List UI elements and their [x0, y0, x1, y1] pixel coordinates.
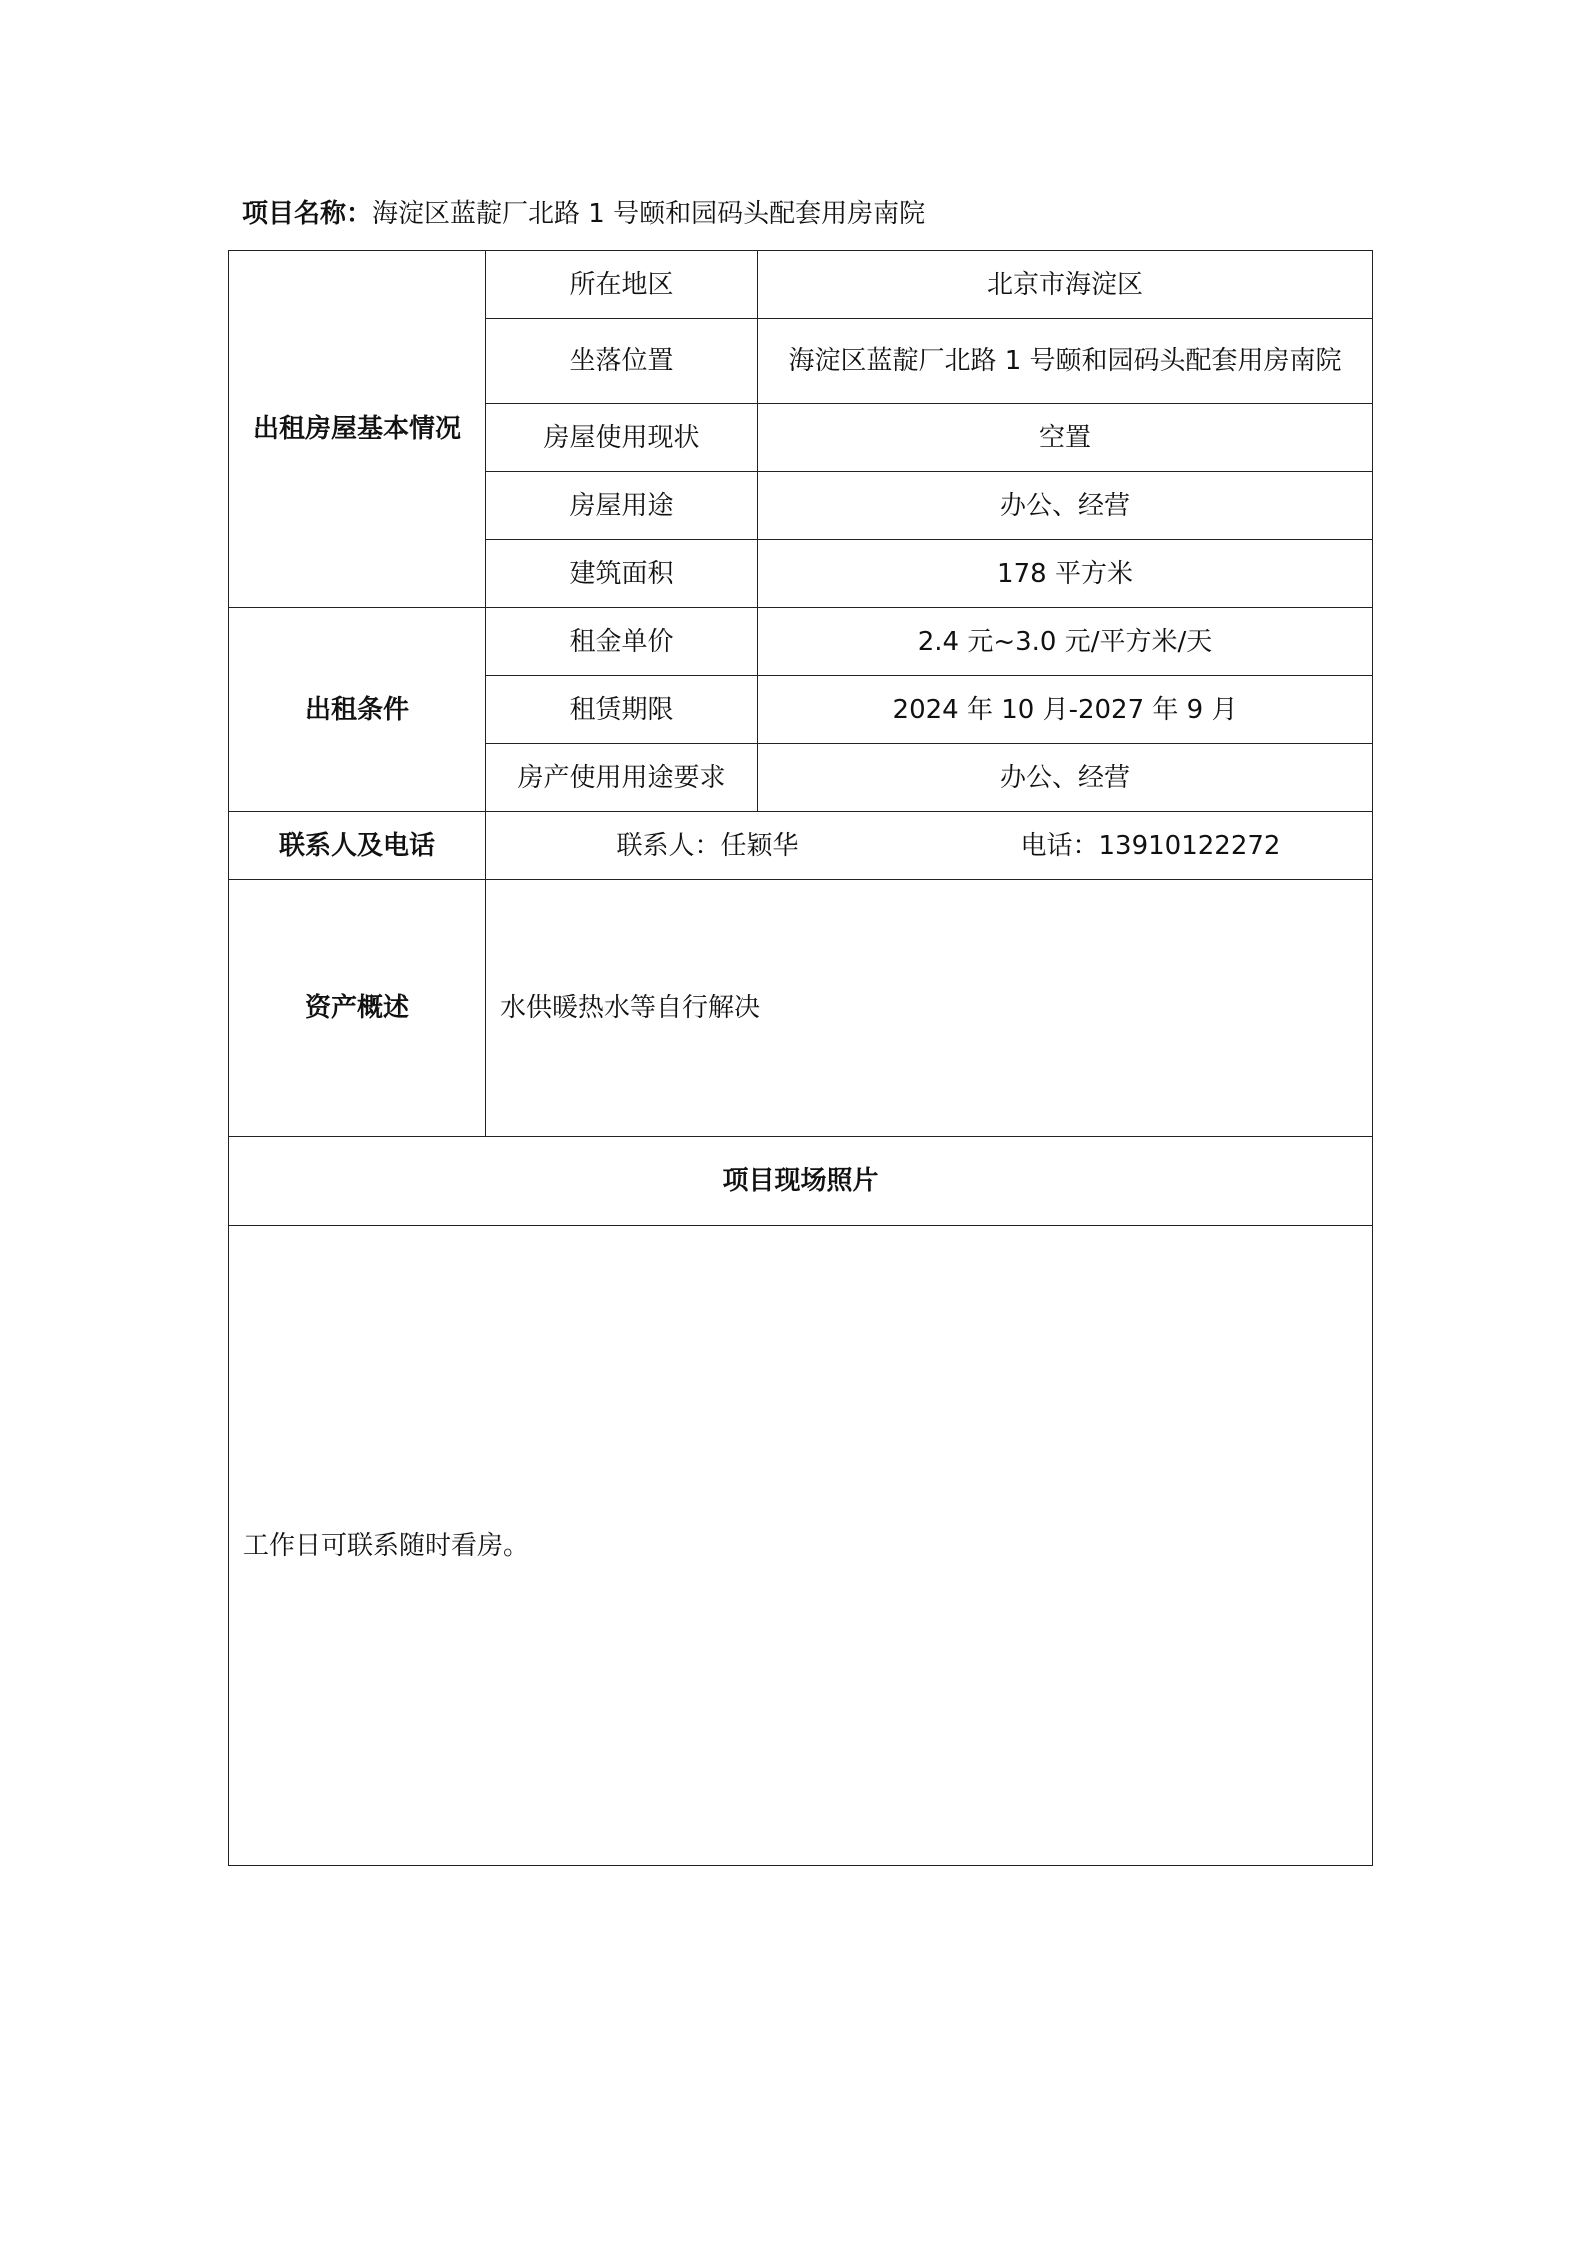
row-label: 租赁期限	[486, 676, 758, 744]
row-value: 2024 年 10 月-2027 年 9 月	[758, 676, 1373, 744]
table-row	[229, 608, 1373, 676]
photos-note: 工作日可联系随时看房。	[243, 1530, 530, 1561]
section-contact: 联系人及电话	[229, 812, 486, 880]
photos-header: 项目现场照片	[229, 1137, 1373, 1226]
row-label: 房产使用用途要求	[486, 744, 758, 812]
project-title	[242, 196, 925, 232]
row-label: 所在地区	[486, 251, 758, 319]
project-title-value: 海淀区蓝靛厂北路 1 号颐和园码头配套用房南院	[372, 199, 926, 229]
section-rental-terms: 出租条件	[229, 608, 486, 812]
row-value: 办公、经营	[758, 472, 1373, 540]
contact-phone: 电话：13910122272	[1020, 830, 1281, 861]
row-label: 坐落位置	[486, 319, 758, 404]
photos-area	[229, 1226, 1373, 1866]
row-value: 办公、经营	[758, 744, 1373, 812]
row-value: 空置	[758, 404, 1373, 472]
row-value: 2.4 元~3.0 元/平方米/天	[758, 608, 1373, 676]
contact-name: 联系人：任颖华	[616, 830, 799, 861]
row-label: 租金单价	[486, 608, 758, 676]
row-label: 房屋使用现状	[486, 404, 758, 472]
asset-description: 水供暖热水等自行解决	[486, 880, 1373, 1137]
property-info-table	[228, 250, 1373, 1866]
project-title-label: 项目名称：	[242, 199, 373, 229]
section-asset: 资产概述	[229, 880, 486, 1137]
row-label: 建筑面积	[486, 540, 758, 608]
table-row	[229, 880, 1373, 1137]
table-row	[229, 1226, 1373, 1866]
contact-cell	[486, 812, 1373, 880]
row-value: 海淀区蓝靛厂北路 1 号颐和园码头配套用房南院	[758, 319, 1373, 404]
table-row	[229, 1137, 1373, 1226]
row-value: 北京市海淀区	[758, 251, 1373, 319]
table-row	[229, 812, 1373, 880]
row-value: 178 平方米	[758, 540, 1373, 608]
section-basic-info: 出租房屋基本情况	[229, 251, 486, 608]
row-label: 房屋用途	[486, 472, 758, 540]
table-row	[229, 251, 1373, 319]
